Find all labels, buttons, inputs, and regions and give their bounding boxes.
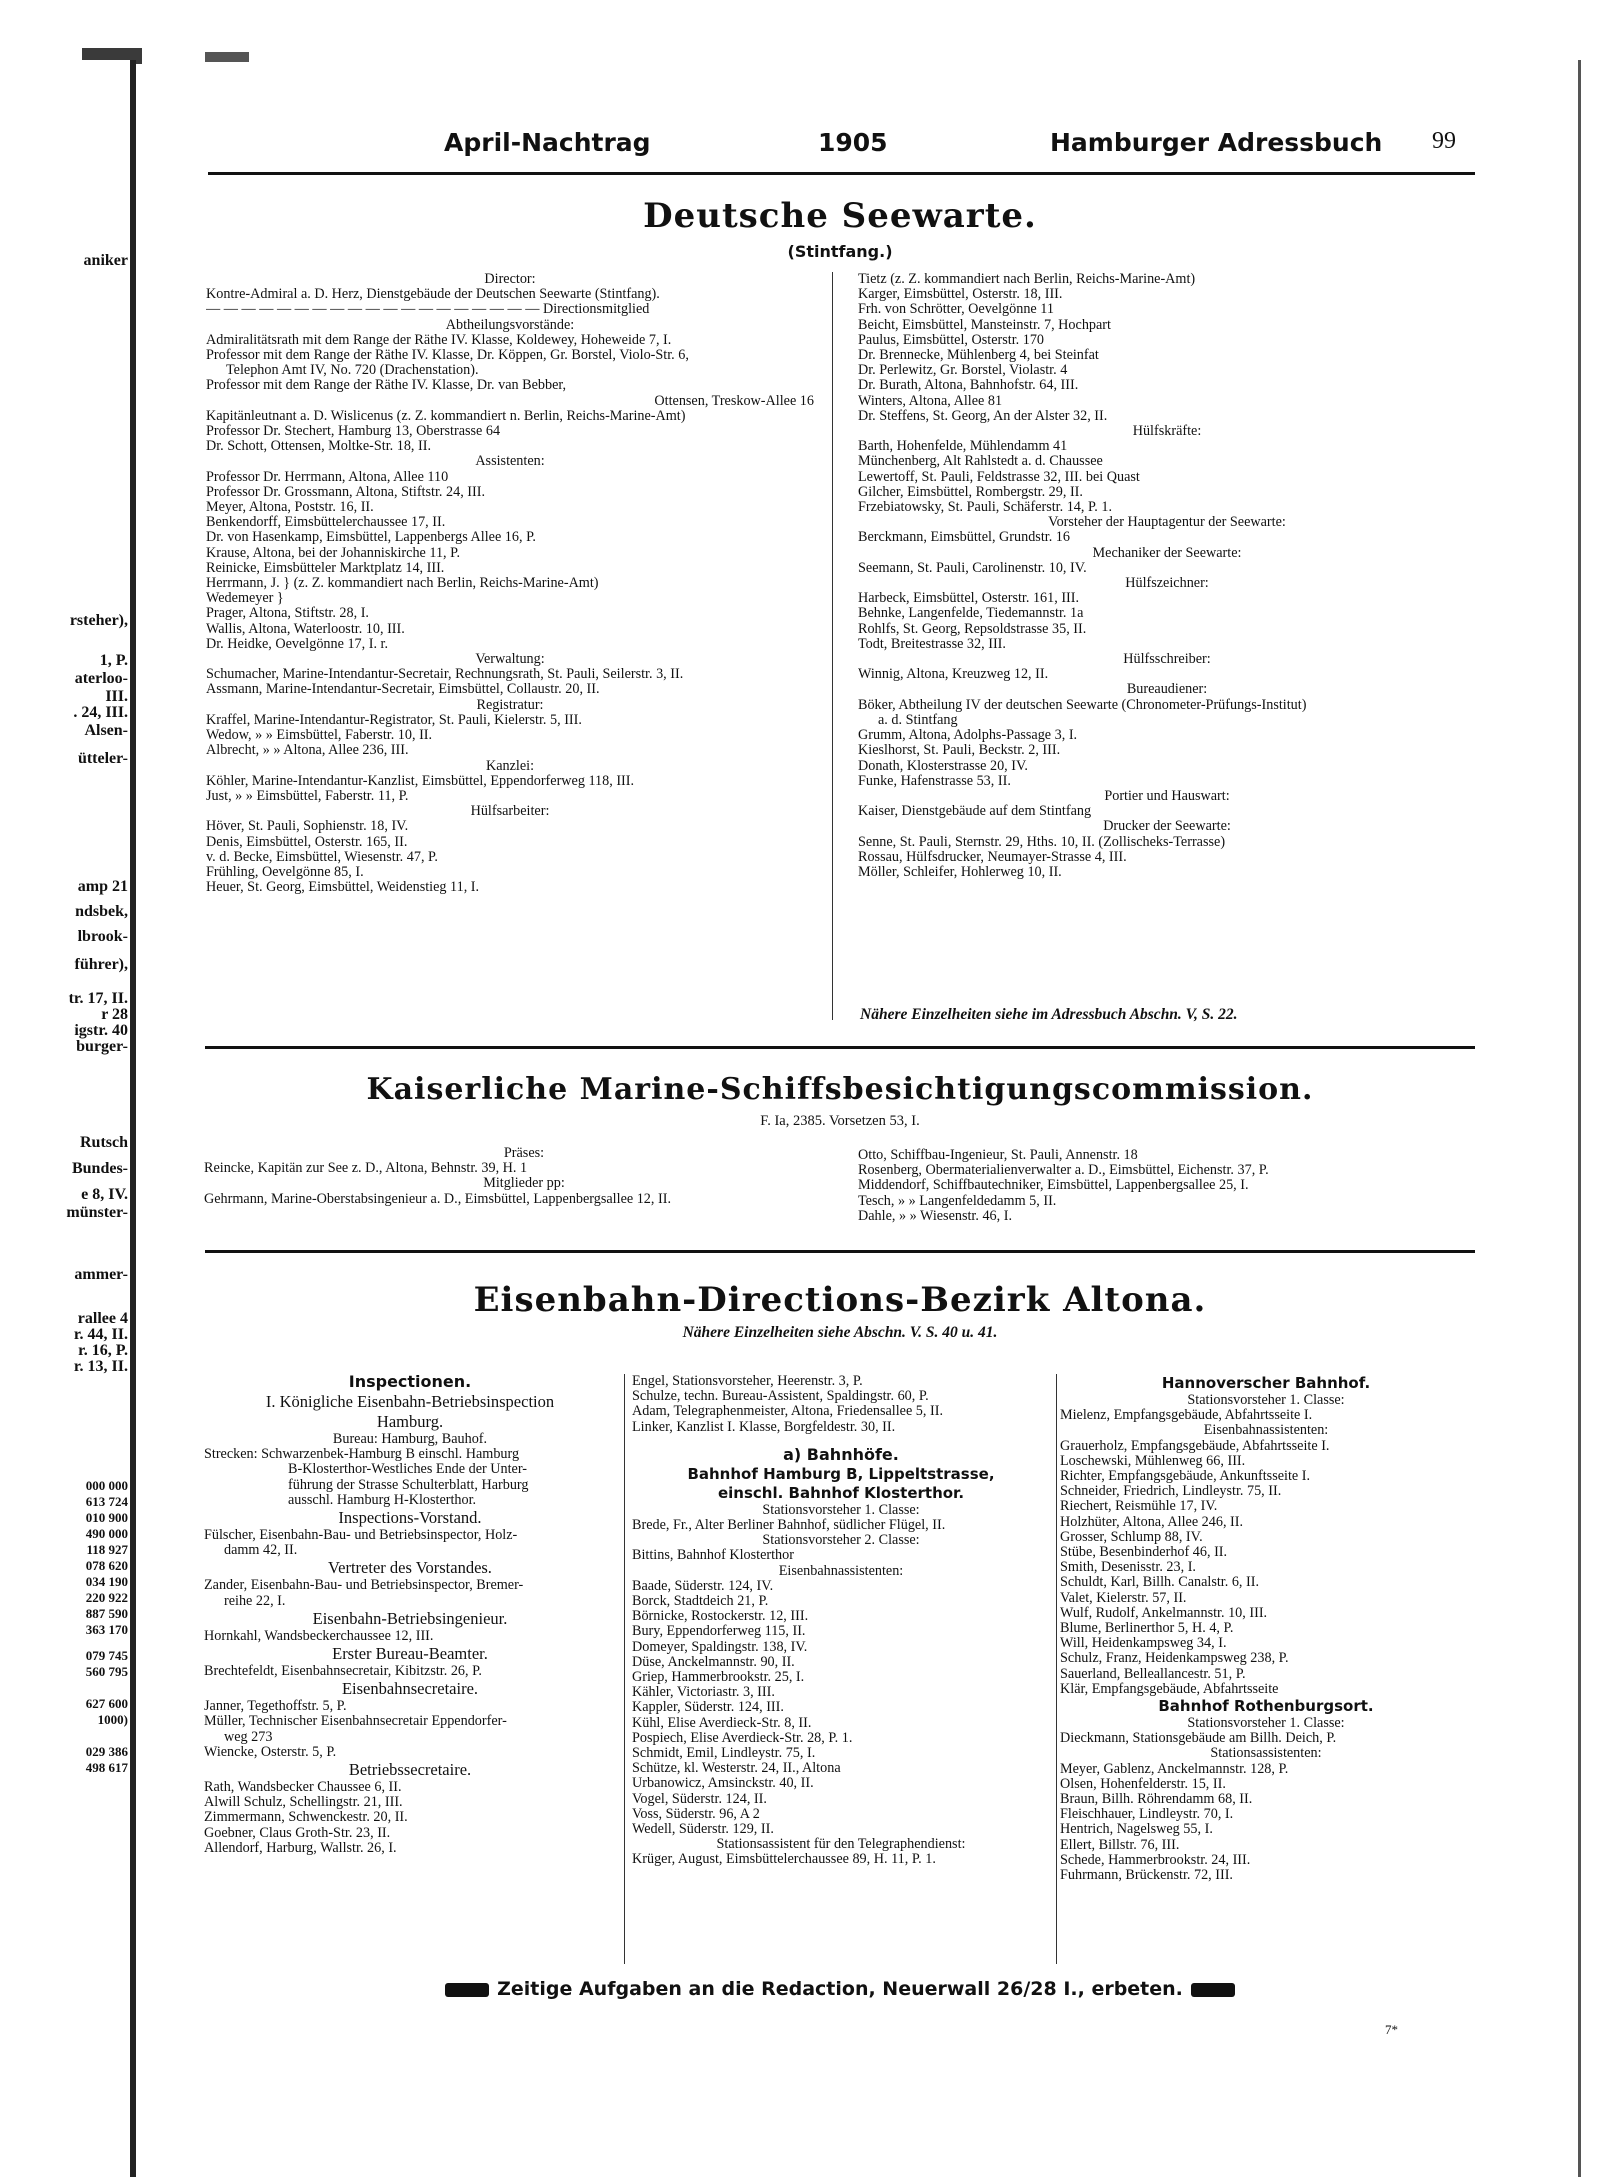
entry-line: Harbeck, Eimsbüttel, Osterstr. 161, III. bbox=[858, 591, 1080, 607]
entry-line: Krause, Altona, bei der Johanniskirche 11, P. bbox=[206, 545, 461, 561]
entry-line: Urbanowicz, Amsinckstr. 40, II. bbox=[632, 1776, 814, 1792]
entry-line: Schmidt, Emil, Lindleystr. 75, I. bbox=[632, 1746, 816, 1762]
entry-line: Böker, Abtheilung IV der deutschen Seewarte (Chronometer-Prüfungs-Institut) bbox=[858, 697, 1307, 713]
entry-line: Professor Dr. Stechert, Hamburg 13, Oberstrasse 64 bbox=[206, 424, 501, 440]
entry-line: Wiencke, Osterstr. 5, P. bbox=[204, 1744, 337, 1760]
section-subtitle-eisenbahn: Nähere Einzelheiten siehe Abschn. V. S. 40 u. 41. bbox=[682, 1324, 998, 1341]
entry-line: Wedow, » » Eimsbüttel, Faberstr. 10, II. bbox=[206, 728, 433, 744]
entry-line: Schede, Hammerbrookstr. 24, III. bbox=[1060, 1852, 1251, 1868]
entry-line: Frh. von Schrötter, Oevelgönne 11 bbox=[858, 302, 1054, 318]
entry-line: Wallis, Altona, Waterloostr. 10, III. bbox=[206, 621, 405, 637]
entry-line: Rosenberg, Obermaterialienverwalter a. D., Eimsbüttel, Eichenstr. 37, P. bbox=[858, 1163, 1269, 1179]
entry-line: Dr. Schott, Ottensen, Moltke-Str. 18, II. bbox=[206, 439, 432, 455]
entry-line: Dr. von Hasenkamp, Eimsbüttel, Lappenbergs Allee 16, P. bbox=[206, 530, 536, 546]
entry-line: Höver, St. Pauli, Sophienstr. 18, IV. bbox=[206, 819, 409, 835]
section-title-eisenbahn: Eisenbahn-Directions-Bezirk Altona. bbox=[473, 1280, 1207, 1320]
entry-line: Frzebiatowsky, St. Pauli, Schäferstr. 14, P. 1. bbox=[858, 500, 1113, 516]
entry-line: Pospiech, Elise Averdieck-Str. 28, P. 1. bbox=[632, 1730, 853, 1746]
entry-line: Börnicke, Rostockerstr. 12, III. bbox=[632, 1609, 809, 1625]
entry-line: Ellert, Billstr. 76, III. bbox=[1060, 1837, 1180, 1853]
entry-line: Vorsteher der Hauptagentur der Seewarte: bbox=[1048, 515, 1286, 531]
entry-line: Dr. Heidke, Oevelgönne 17, I. r. bbox=[206, 636, 389, 652]
entry-line: Schulze, techn. Bureau-Assistent, Spaldingstr. 60, P. bbox=[632, 1389, 929, 1405]
running-head-title: Hamburger Adressbuch bbox=[1050, 128, 1383, 157]
entry-line: Prager, Altona, Stiftstr. 28, I. bbox=[206, 606, 369, 622]
entry-line: Schütze, kl. Westerstr. 24, II., Altona bbox=[632, 1761, 841, 1777]
entry-line: Berckmann, Eimsbüttel, Grundstr. 16 bbox=[858, 530, 1070, 546]
fragment-text: rallee 4 bbox=[77, 1310, 128, 1327]
entry-line: Domeyer, Spaldingstr. 138, IV. bbox=[632, 1639, 808, 1655]
entry-line: Inspections-Vorstand. bbox=[338, 1508, 482, 1528]
fragment-text: 1000) bbox=[97, 1712, 128, 1727]
entry-line: B-Klosterthor-Westliches Ende der Unter- bbox=[288, 1462, 528, 1478]
entry-line: Eisenbahnassistenten: bbox=[778, 1563, 904, 1579]
entry-line: Dahle, » » Wiesenstr. 46, I. bbox=[858, 1208, 1013, 1224]
entry-line: Düse, Anckelmannstr. 90, II. bbox=[632, 1654, 795, 1670]
entry-line: Otto, Schiffbau-Ingenieur, St. Pauli, Annenstr. 18 bbox=[858, 1148, 1138, 1163]
entry-line: Admiralitätsrath mit dem Range der Räthe IV. Klasse, Koldewey, Hoheweide 7, I. bbox=[206, 332, 672, 348]
entry-line: Rohlfs, St. Georg, Repsoldstrasse 35, II. bbox=[858, 621, 1087, 637]
fragment-text: Rutsch bbox=[79, 1134, 128, 1151]
entry-line: Strecken: Schwarzenbek-Hamburg B einschl. Hamburg bbox=[204, 1447, 520, 1463]
scan-top-margin bbox=[0, 0, 1600, 64]
entry-line: reihe 22, I. bbox=[224, 1593, 286, 1609]
entry-line: Just, » » Eimsbüttel, Faberstr. 11, P. bbox=[206, 788, 409, 804]
entry-line: Dieckmann, Stationsgebäude am Billh. Deich, P. bbox=[1060, 1731, 1337, 1747]
entry-line: Behnke, Langenfelde, Tiedemannstr. 1a bbox=[858, 606, 1084, 622]
entry-line: Stationsassistenten: bbox=[1210, 1746, 1322, 1762]
page-number: 99 bbox=[1432, 128, 1456, 154]
entry-line: Inspectionen. bbox=[348, 1372, 472, 1391]
entry-line: Tietz (z. Z. kommandiert nach Berlin, Reichs-Marine-Amt) bbox=[858, 272, 1196, 287]
entry-line: Verwaltung: bbox=[475, 652, 545, 668]
entry-line: Smith, Desenisstr. 23, I. bbox=[1060, 1560, 1196, 1576]
entry-line: Möller, Schleifer, Hohlerweg 10, II. bbox=[858, 864, 1062, 880]
entry-line: Wulf, Rudolf, Ankelmannstr. 10, III. bbox=[1060, 1605, 1268, 1621]
section-subtitle-marine: F. Ia, 2385. Vorsetzen 53, I. bbox=[760, 1113, 920, 1129]
entry-line: Herrmann, J. } (z. Z. kommandiert nach Berlin, Reichs-Marine-Amt) bbox=[206, 576, 599, 592]
fragment-text: burger- bbox=[76, 1038, 128, 1055]
seewarte-right-column bbox=[858, 272, 1476, 880]
previous-page-fragment bbox=[0, 60, 132, 2177]
fragment-text: 029 386 bbox=[85, 1744, 128, 1759]
section-title-marine: Kaiserliche Marine-Schiffsbesichtigungscommission. bbox=[366, 1072, 1314, 1107]
entry-line: Reincke, Kapitän zur See z. D., Altona, Behnstr. 39, H. 1 bbox=[204, 1161, 528, 1177]
eisenbahn-column-3 bbox=[1060, 1374, 1472, 1883]
entry-line: Assistenten: bbox=[475, 454, 545, 470]
section-rule bbox=[205, 1046, 1475, 1049]
entry-line: Brechtefeldt, Eisenbahnsecretair, Kibitzstr. 26, P. bbox=[204, 1664, 482, 1680]
entry-line: Schulz, Franz, Heidenkampsweg 238, P. bbox=[1060, 1651, 1289, 1667]
entry-line: Brede, Fr., Alter Berliner Bahnhof, südlicher Flügel, II. bbox=[632, 1518, 946, 1534]
fragment-text: 078 620 bbox=[85, 1558, 128, 1573]
entry-line: Frühling, Oevelgönne 85, I. bbox=[206, 864, 364, 880]
entry-line: Janner, Tegethoffstr. 5, P. bbox=[204, 1699, 347, 1715]
entry-line: Kieslhorst, St. Pauli, Beckstr. 2, III. bbox=[858, 743, 1061, 759]
entry-line: Vogel, Süderstr. 124, II. bbox=[632, 1791, 767, 1807]
entry-line: Stationsvorsteher 1. Classe: bbox=[762, 1502, 920, 1518]
entry-line: Bury, Eppendorferweg 115, II. bbox=[632, 1624, 806, 1640]
fragment-text: führer), bbox=[74, 956, 128, 973]
column-divider bbox=[1056, 1374, 1057, 1964]
entry-line: Dr. Steffens, St. Georg, An der Alster 32, II. bbox=[858, 408, 1108, 424]
entry-line: Loschewski, Mühlenweg 66, III. bbox=[1060, 1453, 1246, 1469]
entry-line: Vertreter des Vorstandes. bbox=[328, 1558, 492, 1578]
entry-line: Adam, Telegraphenmeister, Altona, Friedensallee 5, II. bbox=[632, 1404, 943, 1420]
fragment-text: 118 927 bbox=[86, 1542, 128, 1557]
header-rule bbox=[208, 172, 1475, 175]
fragment-text: 498 617 bbox=[85, 1760, 128, 1775]
entry-line: Tesch, » » Langenfeldedamm 5, II. bbox=[858, 1193, 1057, 1209]
entry-line: Hannoverscher Bahnhof. bbox=[1161, 1374, 1371, 1392]
entry-line: Stationsvorsteher 1. Classe: bbox=[1187, 1716, 1345, 1732]
entry-line: Assmann, Marine-Intendantur-Secretair, Eimsbüttel, Collaustr. 20, II. bbox=[206, 682, 600, 698]
entry-line: Baade, Süderstr. 124, IV. bbox=[632, 1578, 774, 1594]
entry-line: Karger, Eimsbüttel, Osterstr. 18, III. bbox=[858, 287, 1063, 303]
entry-line: Bahnhof Hamburg B, Lippeltstrasse, bbox=[687, 1464, 995, 1483]
entry-line: Wedell, Süderstr. 129, II. bbox=[632, 1822, 774, 1838]
entry-line: Registratur: bbox=[476, 697, 544, 713]
entry-line: Mielenz, Empfangsgebäude, Abfahrtsseite I. bbox=[1060, 1408, 1313, 1424]
entry-line: Wedemeyer } bbox=[206, 591, 284, 607]
pointing-hand-icon bbox=[445, 1983, 489, 1997]
entry-line: Gehrmann, Marine-Oberstabsingenieur a. D., Eimsbüttel, Lappenbergsallee 12, II. bbox=[204, 1191, 671, 1207]
entry-line: Stationsvorsteher 2. Classe: bbox=[762, 1533, 920, 1549]
entry-line: Schumacher, Marine-Intendantur-Secretair, Rechnungsrath, St. Pauli, Seilerstr. 3, II. bbox=[206, 667, 684, 683]
entry-line: Holzhüter, Altona, Allee 246, II. bbox=[1060, 1514, 1244, 1530]
entry-line: Richter, Empfangsgebäude, Ankunftsseite I. bbox=[1060, 1469, 1311, 1485]
fragment-text: r. 13, II. bbox=[73, 1358, 128, 1375]
section-rule bbox=[205, 1250, 1475, 1253]
entry-line: v. d. Becke, Eimsbüttel, Wiesenstr. 47, P. bbox=[206, 849, 438, 865]
entry-line: Dr. Burath, Altona, Bahnhofstr. 64, III. bbox=[858, 378, 1079, 394]
entry-line: Albrecht, » » Altona, Allee 236, III. bbox=[206, 743, 409, 759]
fragment-text: r. 44, II. bbox=[73, 1326, 128, 1343]
entry-line: a. d. Stintfang bbox=[878, 712, 958, 728]
footer-text: Zeitige Aufgaben an die Redaction, Neuerwall 26/28 I., erbeten. bbox=[497, 1978, 1183, 2000]
fragment-text: 613 724 bbox=[85, 1494, 128, 1509]
entry-line: Linker, Kanzlist I. Klasse, Borgfeldestr. 30, II. bbox=[632, 1419, 896, 1435]
entry-line: Präses: bbox=[503, 1146, 545, 1161]
footer-notice bbox=[420, 1978, 1260, 2000]
entry-line: Rossau, Hülfsdrucker, Neumayer-Strasse 4, III. bbox=[858, 849, 1127, 865]
fragment-text: 560 795 bbox=[85, 1664, 128, 1679]
entry-line: Fuhrmann, Brückenstr. 72, III. bbox=[1060, 1868, 1233, 1884]
fragment-text: 490 000 bbox=[85, 1526, 128, 1541]
entry-line: Grumm, Altona, Adolphs-Passage 3, I. bbox=[858, 728, 1078, 744]
fragment-text: 034 190 bbox=[85, 1574, 128, 1589]
entry-line: — — — — — — — — — — — — — — — — — — — Directionsmitglied bbox=[206, 302, 650, 318]
entry-line: damm 42, II. bbox=[224, 1543, 298, 1559]
fragment-text: 220 922 bbox=[85, 1590, 128, 1605]
entry-line: Eisenbahnassistenten: bbox=[1203, 1423, 1329, 1439]
entry-line: Eisenbahnsecretaire. bbox=[341, 1679, 479, 1699]
entry-line: Riechert, Reismühle 17, IV. bbox=[1060, 1499, 1218, 1515]
entry-line: Kontre-Admiral a. D. Herz, Dienstgebäude der Deutschen Seewarte (Stintfang). bbox=[206, 287, 660, 303]
entry-line: Hülfskräfte: bbox=[1132, 424, 1202, 440]
entry-line: Zimmermann, Schwenckestr. 20, II. bbox=[204, 1810, 408, 1826]
entry-line: Seemann, St. Pauli, Carolinenstr. 10, IV. bbox=[858, 560, 1087, 576]
entry-line: Schneider, Friedrich, Lindleystr. 75, II. bbox=[1060, 1484, 1282, 1500]
fragment-text: 079 745 bbox=[85, 1648, 128, 1663]
entry-line: Gilcher, Eimsbüttel, Rombergstr. 29, II. bbox=[858, 484, 1083, 500]
entry-line: Fülscher, Eisenbahn-Bau- und Betriebsinspector, Holz- bbox=[204, 1528, 518, 1544]
entry-line: Betriebssecretaire. bbox=[348, 1760, 472, 1780]
fragment-text: 887 590 bbox=[85, 1606, 128, 1621]
entry-line: weg 273 bbox=[224, 1729, 273, 1745]
seewarte-reference-note: Nähere Einzelheiten siehe im Adressbuch Abschn. V, S. 22. bbox=[860, 1006, 1238, 1023]
fragment-text: Bundes- bbox=[71, 1160, 128, 1177]
entry-line: Ottensen, Treskow-Allee 16 bbox=[654, 393, 814, 409]
fragment-text: ammer- bbox=[74, 1266, 128, 1283]
entry-line: Kappler, Süderstr. 124, III. bbox=[632, 1700, 784, 1716]
entry-line: Hülfszeichner: bbox=[1125, 576, 1209, 592]
entry-line: Voss, Süderstr. 96, A 2 bbox=[632, 1806, 760, 1822]
fragment-text: lbrook- bbox=[77, 928, 128, 945]
entry-line: Beicht, Eimsbüttel, Mansteinstr. 7, Hochpart bbox=[858, 317, 1111, 333]
entry-line: Professor Dr. Herrmann, Altona, Allee 110 bbox=[206, 469, 449, 485]
fragment-text: 627 600 bbox=[85, 1696, 128, 1711]
entry-line: Blume, Berlinerthor 5, H. 4, P. bbox=[1060, 1621, 1234, 1637]
entry-line: Bahnhof Rothenburgsort. bbox=[1158, 1697, 1374, 1716]
seewarte-left-column bbox=[206, 272, 814, 895]
entry-line: einschl. Bahnhof Klosterthor. bbox=[717, 1483, 965, 1502]
entry-line: Paulus, Eimsbüttel, Osterstr. 170 bbox=[858, 332, 1045, 348]
entry-line: Engel, Stationsvorsteher, Heerenstr. 3, P. bbox=[632, 1374, 863, 1389]
section-title-seewarte: Deutsche Seewarte. bbox=[643, 196, 1037, 236]
entry-line: Allendorf, Harburg, Wallstr. 26, I. bbox=[204, 1840, 397, 1856]
entry-line: Kaiser, Dienstgebäude auf dem Stintfang bbox=[858, 804, 1092, 820]
entry-line: Stübe, Besenbinderhof 46, II. bbox=[1060, 1545, 1228, 1561]
entry-line: Kühl, Elise Averdieck-Str. 8, II. bbox=[632, 1715, 812, 1731]
entry-line: a) Bahnhöfe. bbox=[783, 1444, 899, 1464]
entry-line: Erster Bureau-Beamter. bbox=[332, 1644, 488, 1664]
entry-line bbox=[632, 1435, 1050, 1445]
entry-line: Goebner, Claus Groth-Str. 23, II. bbox=[204, 1825, 391, 1841]
entry-line: Hentrich, Nagelsweg 55, I. bbox=[1060, 1822, 1213, 1838]
entry-line: Heuer, St. Georg, Eimsbüttel, Weidenstieg 11, I. bbox=[206, 880, 480, 896]
running-head-left: April-Nachtrag bbox=[444, 128, 651, 157]
entry-line: Köhler, Marine-Intendantur-Kanzlist, Eimsbüttel, Eppendorferweg 118, III. bbox=[206, 773, 635, 789]
entry-line: Stationsvorsteher 1. Classe: bbox=[1187, 1393, 1345, 1408]
page-right-edge bbox=[1578, 60, 1581, 2177]
entry-line: Fleischhauer, Lindleystr. 70, I. bbox=[1060, 1807, 1234, 1823]
entry-line: Borck, Stadtdeich 21, P. bbox=[632, 1594, 769, 1610]
fragment-text: III. bbox=[105, 688, 128, 705]
entry-line: Braun, Billh. Röhrendamm 68, II. bbox=[1060, 1792, 1253, 1808]
signature-mark: 7* bbox=[1385, 2022, 1398, 2037]
entry-line: Dr. Brennecke, Mühlenberg 4, bei Steinfat bbox=[858, 348, 1099, 364]
eisenbahn-column-2 bbox=[632, 1374, 1050, 1868]
entry-line: Griep, Hammerbrookstr. 25, I. bbox=[632, 1670, 805, 1686]
entry-line: Portier und Hauswart: bbox=[1104, 788, 1230, 804]
marine-left-column bbox=[204, 1146, 844, 1207]
entry-line: Todt, Breitestrasse 32, III. bbox=[858, 636, 1006, 652]
entry-line: Alwill Schulz, Schellingstr. 21, III. bbox=[204, 1795, 403, 1811]
entry-line: Senne, St. Pauli, Sternstr. 29, Hths. 10, II. (Zollischeks-Terrasse) bbox=[858, 834, 1226, 850]
entry-line: Bureau: Hamburg, Bauhof. bbox=[332, 1432, 488, 1447]
entry-line: Hornkahl, Wandsbeckerchaussee 12, III. bbox=[204, 1628, 434, 1644]
entry-line: Professor mit dem Range der Räthe IV. Klasse, Dr. Köppen, Gr. Borstel, Violo-Str. 6, bbox=[206, 348, 689, 364]
entry-line: Will, Heidenkampsweg 34, I. bbox=[1060, 1636, 1227, 1652]
entry-line: Professor mit dem Range der Räthe IV. Klasse, Dr. van Bebber, bbox=[206, 378, 567, 394]
entry-line: Benkendorff, Eimsbüttelerchaussee 17, II. bbox=[206, 515, 446, 531]
fragment-text: ütteler- bbox=[77, 750, 128, 767]
entry-line: Bureaudiener: bbox=[1126, 682, 1208, 698]
fragment-text: 1, P. bbox=[99, 652, 128, 669]
entry-line: Bittins, Bahnhof Klosterthor bbox=[632, 1548, 794, 1564]
entry-line: Kraffel, Marine-Intendantur-Registrator, St. Pauli, Kielerstr. 5, III. bbox=[206, 712, 582, 728]
entry-line: Stationsassistent für den Telegraphendienst: bbox=[716, 1837, 966, 1853]
fragment-text: aniker bbox=[83, 252, 128, 269]
entry-line: Reinicke, Eimsbütteler Marktplatz 14, III. bbox=[206, 560, 445, 576]
entry-line: Hamburg. bbox=[376, 1412, 444, 1431]
entry-line: führung der Strasse Schulterblatt, Harburg bbox=[288, 1477, 529, 1493]
entry-line: I. Königliche Eisenbahn-Betriebsinspection bbox=[265, 1392, 555, 1411]
entry-line: Mechaniker der Seewarte: bbox=[1092, 545, 1242, 561]
fragment-text: ndsbek, bbox=[75, 903, 128, 920]
entry-line: Denis, Eimsbüttel, Osterstr. 165, II. bbox=[206, 834, 408, 850]
fragment-text: r 28 bbox=[101, 1006, 128, 1023]
entry-line: Meyer, Gablenz, Anckelmannstr. 128, P. bbox=[1060, 1761, 1289, 1777]
fragment-text: r. 16, P. bbox=[78, 1342, 128, 1359]
column-divider bbox=[624, 1374, 625, 1964]
fragment-text: rsteher), bbox=[69, 612, 128, 629]
fragment-text: Alsen- bbox=[84, 722, 128, 739]
entry-line: Telephon Amt IV, No. 720 (Drachenstation). bbox=[226, 363, 479, 379]
entry-line: Professor Dr. Grossmann, Altona, Stiftstr. 24, III. bbox=[206, 484, 486, 500]
entry-line: Olsen, Hohenfelderstr. 15, II. bbox=[1060, 1776, 1226, 1792]
fragment-text: 000 000 bbox=[85, 1478, 128, 1493]
fragment-text: igstr. 40 bbox=[74, 1022, 128, 1039]
column-divider bbox=[832, 272, 833, 1020]
entry-line: Dr. Perlewitz, Gr. Borstel, Violastr. 4 bbox=[858, 363, 1068, 379]
entry-line: Münchenberg, Alt Rahlstedt a. d. Chaussee bbox=[858, 454, 1103, 470]
entry-line: Krüger, August, Eimsbüttelerchaussee 89, H. 11, P. 1. bbox=[632, 1852, 936, 1868]
section-subtitle-seewarte: (Stintfang.) bbox=[787, 242, 893, 261]
fragment-text: . 24, III. bbox=[73, 704, 128, 721]
page-gutter-edge bbox=[130, 60, 136, 2177]
entry-line: Grosser, Schlump 88, IV. bbox=[1060, 1529, 1203, 1545]
entry-line: Winters, Altona, Allee 81 bbox=[858, 393, 1003, 409]
entry-line: Zander, Eisenbahn-Bau- und Betriebsinspector, Bremer- bbox=[204, 1578, 524, 1594]
entry-line: Müller, Technischer Eisenbahnsecretair Eppendorfer- bbox=[204, 1714, 507, 1730]
entry-line: Barth, Hohenfelde, Mühlendamm 41 bbox=[858, 439, 1068, 455]
entry-line: Kanzlei: bbox=[485, 758, 535, 774]
running-head-year: 1905 bbox=[818, 128, 888, 157]
fragment-text: 363 170 bbox=[85, 1622, 128, 1637]
fragment-text: tr. 17, II. bbox=[68, 990, 128, 1007]
entry-line: Rath, Wandsbecker Chaussee 6, II. bbox=[204, 1780, 402, 1796]
fragment-text: aterloo- bbox=[74, 670, 128, 687]
entry-line: Sauerland, Belleallancestr. 51, P. bbox=[1060, 1666, 1246, 1682]
fragment-text: amp 21 bbox=[77, 878, 128, 895]
eisenbahn-column-1 bbox=[204, 1372, 616, 1856]
entry-line: Hülfsarbeiter: bbox=[470, 804, 550, 820]
entry-line: Klär, Empfangsgebäude, Abfahrtsseite bbox=[1060, 1681, 1279, 1697]
pointing-hand-icon bbox=[1191, 1983, 1235, 1997]
entry-line: Kapitänleutnant a. D. Wislicenus (z. Z. kommandiert n. Berlin, Reichs-Marine-Amt) bbox=[206, 408, 686, 424]
entry-line: Lewertoff, St. Pauli, Feldstrasse 32, III. bei Quast bbox=[858, 469, 1140, 485]
fragment-text: münster- bbox=[66, 1204, 128, 1221]
entry-line: Meyer, Altona, Poststr. 16, II. bbox=[206, 500, 374, 516]
entry-line: Winnig, Altona, Kreuzweg 12, II. bbox=[858, 667, 1049, 683]
fragment-text: 010 900 bbox=[85, 1510, 128, 1525]
entry-line: Drucker der Seewarte: bbox=[1103, 819, 1231, 835]
scan-artifact bbox=[205, 52, 249, 62]
entry-line: Grauerholz, Empfangsgebäude, Abfahrtsseite I. bbox=[1060, 1438, 1330, 1454]
entry-line: Mitglieder pp: bbox=[483, 1176, 565, 1192]
entry-line: Funke, Hafenstrasse 53, II. bbox=[858, 773, 1011, 789]
entry-line: Middendorf, Schiffbautechniker, Eimsbüttel, Lappenbergsallee 25, I. bbox=[858, 1178, 1249, 1194]
entry-line: Kähler, Victoriastr. 3, III. bbox=[632, 1685, 775, 1701]
entry-line: Abtheilungsvorstände: bbox=[445, 317, 575, 333]
entry-line: Director: bbox=[484, 272, 536, 287]
fragment-text: e 8, IV. bbox=[81, 1186, 128, 1203]
entry-line: Eisenbahn-Betriebsingenieur. bbox=[312, 1608, 508, 1628]
entry-line: ausschl. Hamburg H-Klosterthor. bbox=[288, 1492, 477, 1508]
entry-line: Schuldt, Karl, Billh. Canalstr. 6, II. bbox=[1060, 1575, 1259, 1591]
entry-line: Donath, Klosterstrasse 20, IV. bbox=[858, 758, 1028, 774]
entry-line: Hülfsschreiber: bbox=[1123, 652, 1211, 668]
marine-right-column bbox=[858, 1148, 1476, 1224]
entry-line: Valet, Kielerstr. 57, II. bbox=[1060, 1590, 1187, 1606]
